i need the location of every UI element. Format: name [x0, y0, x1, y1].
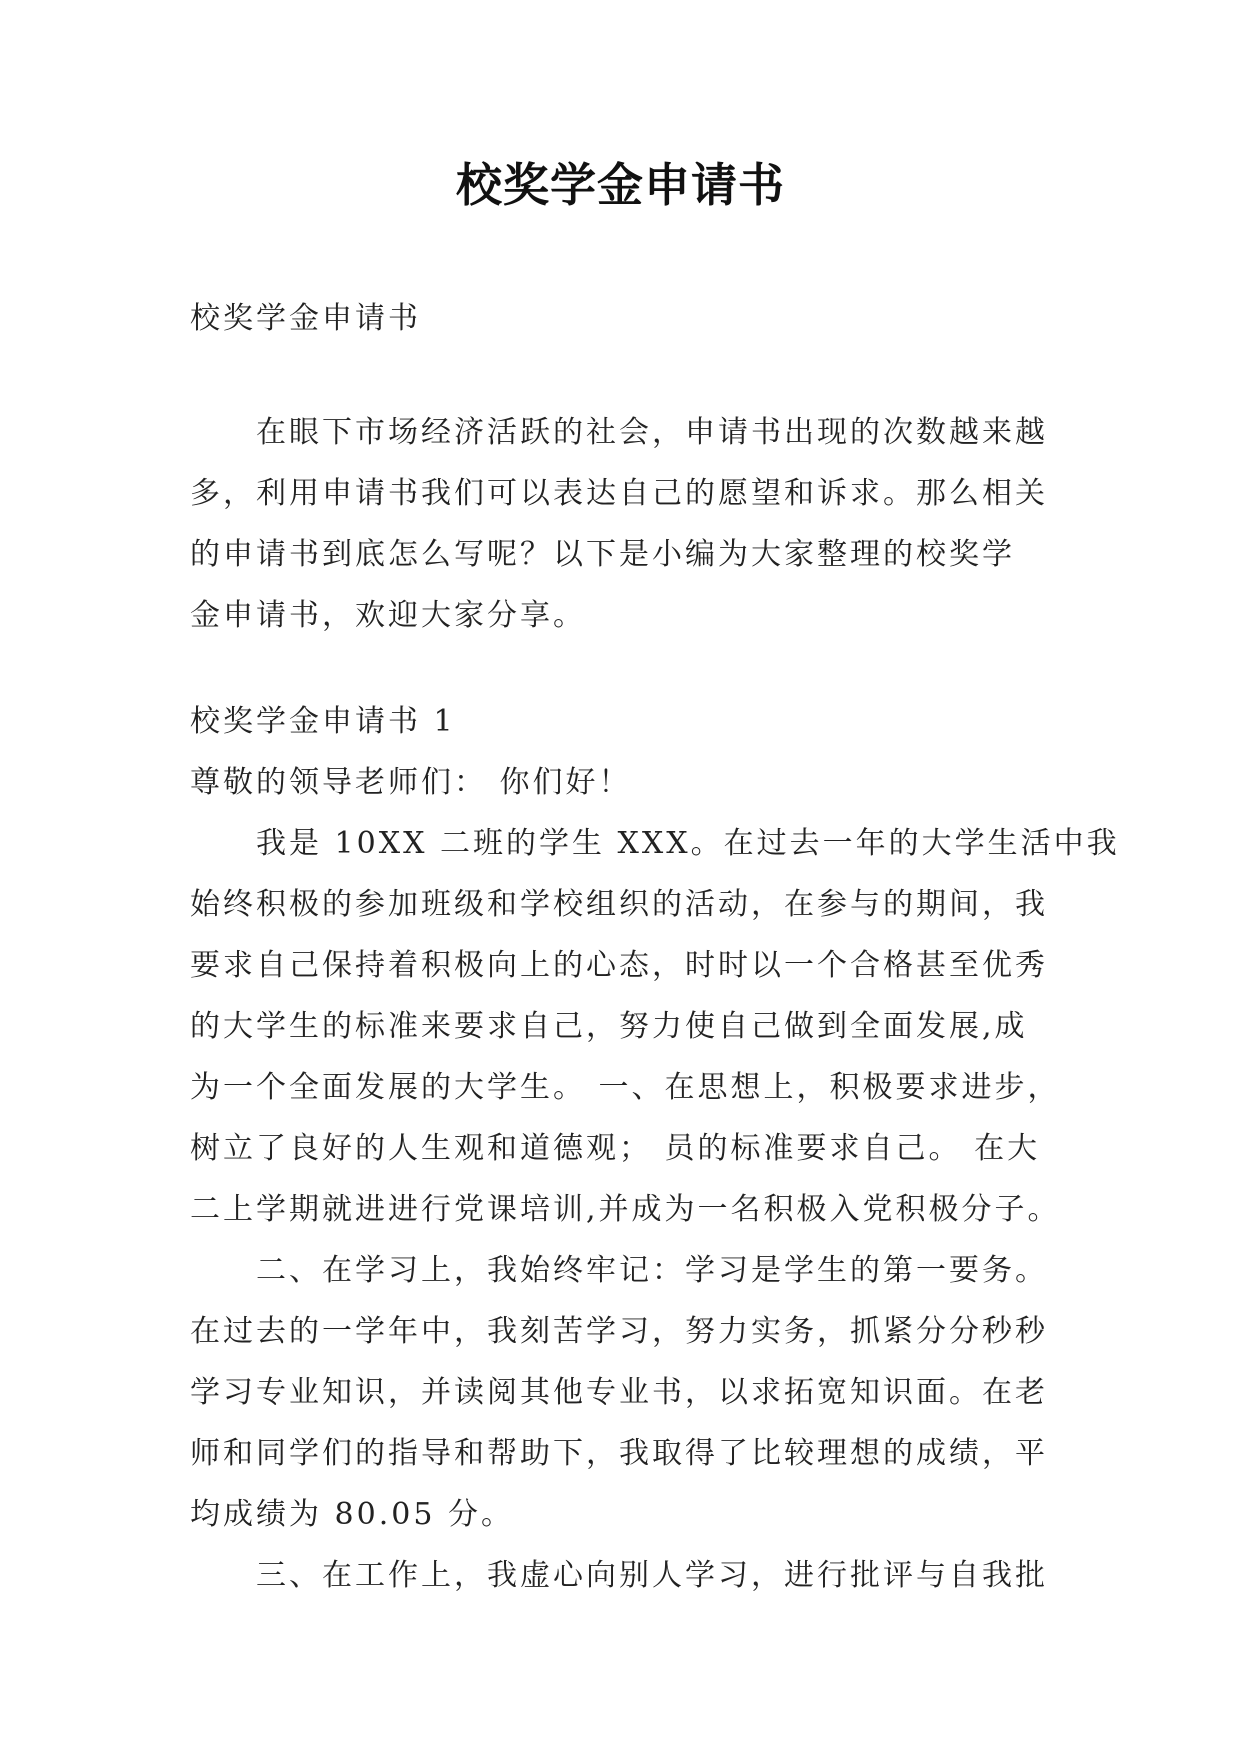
section-heading: 校奖学金申请书 1: [190, 704, 456, 739]
letter-line: 树立了良好的人生观和道德观； 员的标准要求自己。 在大: [190, 1131, 1041, 1166]
intro-paragraph: [190, 402, 1050, 646]
letter-line: 的大学生的标准来要求自己，努力使自己做到全面发展,成: [190, 1009, 1028, 1044]
document-title: 校奖学金申请书: [456, 158, 785, 212]
letter-greeting: 尊敬的领导老师们： 你们好！: [190, 765, 632, 800]
application-letter: [190, 691, 1120, 1606]
letter-line: 为一个全面发展的大学生。 一、在思想上，积极要求进步，: [190, 1070, 1061, 1105]
letter-line: 均成绩为 80.05 分。: [190, 1497, 514, 1532]
intro-line: 的申请书到底怎么写呢？以下是小编为大家整理的校奖学: [190, 537, 1015, 572]
letter-line: 二、在学习上，我始终牢记：学习是学生的第一要务。: [256, 1253, 1048, 1288]
letter-line: 始终积极的参加班级和学校组织的活动，在参与的期间，我: [190, 887, 1048, 922]
letter-line: 三、在工作上，我虚心向别人学习，进行批评与自我批: [256, 1558, 1048, 1593]
subtitle-text: 校奖学金申请书: [190, 301, 421, 336]
letter-line: 在过去的一学年中，我刻苦学习，努力实务，抓紧分分秒秒: [190, 1314, 1048, 1349]
letter-line: 要求自己保持着积极向上的心态，时时以一个合格甚至优秀: [190, 948, 1048, 983]
letter-line: 我是 10XX 二班的学生 XXX。在过去一年的大学生活中我: [256, 826, 1120, 861]
intro-line: 金申请书，欢迎大家分享。: [190, 598, 586, 633]
document-subtitle: [190, 288, 1050, 349]
intro-line: 在眼下市场经济活跃的社会，申请书出现的次数越来越: [256, 415, 1048, 450]
letter-line: 二上学期就进进行党课培训,并成为一名积极入党积极分子。: [190, 1192, 1061, 1227]
letter-line: 师和同学们的指导和帮助下，我取得了比较理想的成绩，平: [190, 1436, 1048, 1471]
intro-line: 多，利用申请书我们可以表达自己的愿望和诉求。那么相关: [190, 476, 1048, 511]
letter-line: 学习专业知识，并读阅其他专业书，以求拓宽知识面。在老: [190, 1375, 1048, 1410]
